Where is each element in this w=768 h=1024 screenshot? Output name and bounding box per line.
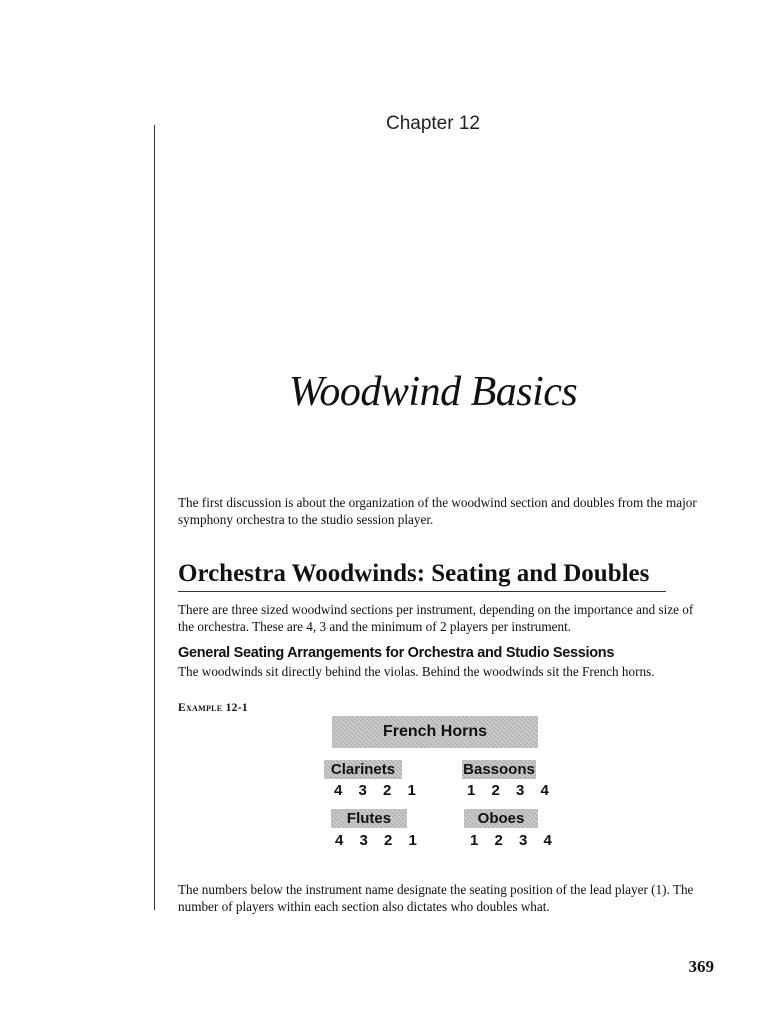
flutes-label: Flutes bbox=[331, 809, 407, 828]
page-number: 369 bbox=[688, 957, 714, 976]
intro-paragraph: The first discussion is about the organization of the woodwind section and doubles from the major symphony orchestra to the studio session player. bbox=[178, 495, 697, 527]
oboes-label: Oboes bbox=[464, 809, 538, 828]
oboes-seats: 1 2 3 4 bbox=[470, 832, 558, 849]
bassoons-seats: 1 2 3 4 bbox=[467, 782, 555, 799]
flutes-seats: 4 3 2 1 bbox=[335, 832, 423, 849]
clarinets-label: Clarinets bbox=[324, 760, 402, 779]
subheading: General Seating Arrangements for Orchestra and Studio Sessions bbox=[178, 645, 615, 661]
example-label: Example 12-1 bbox=[178, 702, 248, 714]
bassoons-label: Bassoons bbox=[463, 761, 535, 778]
clarinets-seats: 4 3 2 1 bbox=[334, 782, 422, 799]
french-horns-label: French Horns bbox=[332, 716, 538, 748]
seating-paragraph: The woodwinds sit directly behind the violas. Behind the woodwinds sit the French horns. bbox=[178, 664, 655, 679]
chapter-label: Chapter 12 bbox=[385, 113, 480, 134]
section-heading: Orchestra Woodwinds: Seating and Doubles bbox=[178, 560, 666, 592]
margin-rule bbox=[154, 125, 155, 910]
chapter-title: Woodwind Basics bbox=[288, 369, 578, 415]
section-paragraph: There are three sized woodwind sections per instrument, depending on the importance and size of the orchestra. These are 4, 3 and the minimum of 2 players per instrument. bbox=[178, 602, 694, 634]
note-paragraph: The numbers below the instrument name designate the seating position of the lead player (1). The number of players within each section also dictates who doubles what. bbox=[178, 882, 694, 914]
